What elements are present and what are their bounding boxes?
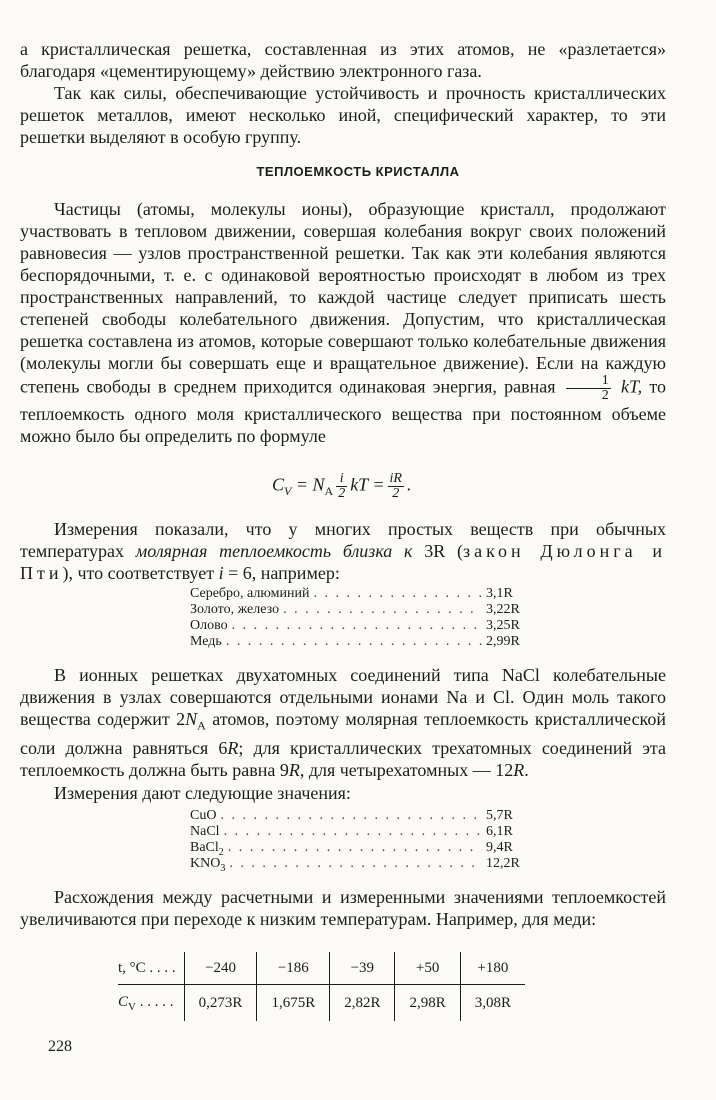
- leader-dots: [314, 586, 483, 602]
- paragraph-6: Измерения дают следующие значения:: [54, 783, 351, 803]
- list-item-value: 3,22R: [486, 602, 520, 617]
- table-cell: +50: [395, 952, 460, 985]
- list-item-name: NaCl: [190, 824, 220, 839]
- table-cell: −39: [330, 952, 395, 985]
- leader-dots: [229, 856, 482, 872]
- paragraph-5: В ионных решетках двухатомных соединений типа NaCl колебательные движения в узлах совершаются отдельными ионами Na и Cl. Один моль такого вещества содержит $2N_A$ атомов, поэтому молярная теплоемкость кристаллической соли должна равняться 6R; для кристаллических трехатомных соединений эта теплоемкость должна быть равна 9R, для четырехатомных — 12R.: [20, 665, 667, 780]
- section-heading: ТЕПЛОЕМКОСТЬ КРИСТАЛЛА: [256, 164, 460, 179]
- list-item: [190, 808, 530, 824]
- heat-capacity-label: $C_V$ . . . . .: [118, 993, 174, 1013]
- temperature-label: t, °C . . . .: [118, 952, 184, 985]
- list-item-value: 6,1R: [486, 824, 513, 839]
- copper-heat-capacity-table: [118, 952, 525, 1021]
- list-item-name: Золото, железо: [190, 602, 280, 617]
- paragraph-3: Частицы (атомы, молекулы ионы), образующие кристалл, продолжают участвовать в тепловом движении, совершая колебания вокруг своих положений равновесия — узлов пространственной решетки. Так как эти колебания являются беспорядочными, т. е. с одинаковой вероятностью происходят в любом из трех пространственных направлений, то каждой частице следует приписать шесть степеней свободы колебательного движения. Допустим, что кристаллическая решетка составлена из атомов, которые совершают только колебательные движения (молекулы могли бы совершать еще и вращательное движение). Если на каждую степень свободы в среднем приходится одинаковая энергия, равная $\frac{1}{2}$ kT, то теплоемкость одного моля кристаллического вещества при постоянном объеме можно было бы определить по формуле: [20, 199, 667, 446]
- temperature-row: [118, 952, 525, 985]
- list-item-name: CuO: [190, 808, 217, 823]
- paragraph-2: Так как силы, обеспечивающие устойчивость и прочность кристаллических решеток металлов, имеют несколько иной, специфический характер, то эти решетки выделяют в особую группу.: [20, 83, 666, 147]
- paragraph-1: а кристаллическая решетка, составленная из этих атомов, не «разлетается» благодаря «цементирующему» действию электронного газа.: [20, 39, 666, 81]
- table-cell: −240: [184, 952, 257, 985]
- list-item: [190, 840, 530, 856]
- list-item: [190, 634, 530, 650]
- table-cell: 1,675R: [257, 985, 330, 1022]
- table-cell: +180: [460, 952, 525, 985]
- leader-dots: [224, 824, 482, 840]
- paragraph-4: Измерения показали, что у многих простых веществ при обычных температурах молярная теплоемкость близка к 3R (закон Дюлонга и Пти), что соответствует i = 6, например:: [20, 519, 667, 583]
- leader-dots: [226, 634, 482, 650]
- compounds-list: [190, 808, 530, 872]
- list-item-name: Медь: [190, 634, 222, 649]
- list-item-value: 2,99R: [486, 634, 520, 649]
- table-cell: 2,98R: [395, 985, 460, 1022]
- leader-dots: [228, 840, 482, 856]
- page-number: 228: [48, 1038, 72, 1055]
- leader-dots: [220, 808, 482, 824]
- list-item-name: Олово: [190, 618, 228, 633]
- list-item: [190, 824, 530, 840]
- list-item-value: 5,7R: [486, 808, 513, 823]
- list-item-value: 3,1R: [486, 586, 513, 601]
- leader-dots: [283, 602, 482, 618]
- table-cell: 0,273R: [184, 985, 257, 1022]
- table-cell: 2,82R: [330, 985, 395, 1022]
- table-cell: 3,08R: [460, 985, 525, 1022]
- list-item-value: 9,4R: [486, 840, 513, 855]
- list-item: [190, 618, 530, 634]
- list-item-value: 12,2R: [486, 856, 520, 871]
- fraction-one-half: $\frac{1}{2}$: [566, 374, 611, 403]
- list-item: [190, 586, 530, 602]
- list-item-value: 3,25R: [486, 618, 520, 633]
- list-item: [190, 602, 530, 618]
- heat-capacity-formula: $C_V = N_A$ $\frac{i}{2}$ kT = $\frac{iR}{2}$ .: [272, 471, 412, 501]
- simple-substances-list: [190, 586, 530, 650]
- list-item-name: Серебро, алюминий: [190, 586, 310, 601]
- list-item-name: BaCl$_2$: [190, 840, 224, 858]
- list-item: [190, 856, 530, 872]
- table-cell: −186: [257, 952, 330, 985]
- heat-capacity-row: [118, 985, 525, 1022]
- paragraph-7: Расхождения между расчетными и измеренными значениями теплоемкостей увеличиваются при переходе к низким температурам. Например, для меди:: [20, 887, 666, 929]
- list-item-name: $KNO_3$: [190, 856, 226, 874]
- leader-dots: [232, 618, 482, 634]
